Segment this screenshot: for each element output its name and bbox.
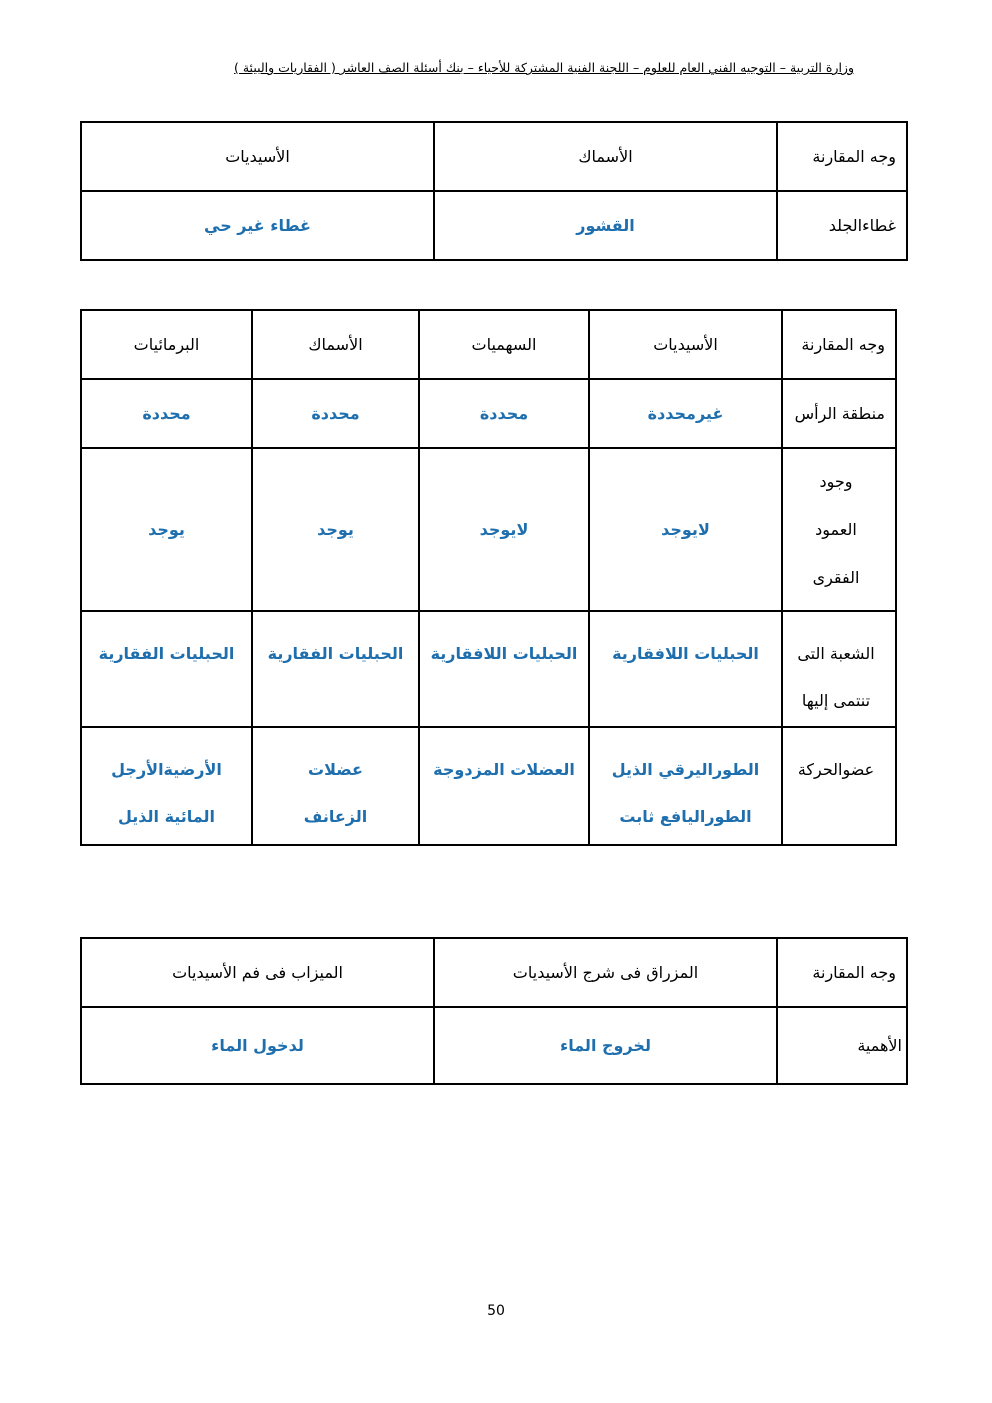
row-label-locomotion-organ: عضوالحركة xyxy=(782,727,896,845)
row-label-line: العمود xyxy=(815,519,857,539)
row-label-head-region: منطقة الرأس xyxy=(782,379,896,448)
row-label-line: تنتمى إليها xyxy=(801,691,871,711)
answer-cell: لايوجد xyxy=(419,448,589,611)
answer-cell: الحبليات اللافقارية xyxy=(419,611,589,727)
table-row xyxy=(81,379,896,448)
row-label-importance: الأهمية xyxy=(777,1007,907,1084)
column-header-fish: الأسماك xyxy=(252,310,419,379)
comparison-aspect-header: وجه المقارنة xyxy=(777,938,907,1007)
column-header-fish: الأسماك xyxy=(434,122,777,191)
table-header-row xyxy=(81,122,907,191)
answer-cell: محددة xyxy=(419,379,589,448)
answer-line: عضلات xyxy=(308,760,363,779)
column-header-oral-siphon: الميزاب فى فم الأسيديات xyxy=(81,938,434,1007)
column-header-amphibians: البرمائيات xyxy=(81,310,252,379)
answer-line: الزعانف xyxy=(303,807,368,827)
table-header-row xyxy=(81,938,907,1007)
answer-cell: لدخول الماء xyxy=(81,1007,434,1084)
answer-line: الأرضيةالأرجل xyxy=(111,760,222,779)
answer-cell: غيرمحددة xyxy=(589,379,782,448)
answer-cell xyxy=(81,727,252,845)
page-number: 50 xyxy=(487,1303,505,1319)
answer-line: الطوراليرقي الذيل xyxy=(611,760,760,779)
comparison-table-siphons xyxy=(80,937,908,1085)
table-row xyxy=(81,448,896,611)
answer-line: المائية الذيل xyxy=(117,807,216,827)
comparison-aspect-header: وجه المقارنة xyxy=(782,310,896,379)
answer-cell: الحبليات الفقارية xyxy=(252,611,419,727)
table-row xyxy=(81,191,907,260)
row-label-backbone xyxy=(782,448,896,611)
row-label-line: الفقرى xyxy=(812,567,860,587)
answer-cell xyxy=(589,727,782,845)
answer-cell: يوجد xyxy=(252,448,419,611)
table-header-row xyxy=(81,310,896,379)
answer-cell xyxy=(252,727,419,845)
answer-line: الطوراليافع ثابت xyxy=(619,807,752,827)
row-label-line: وجود xyxy=(819,471,853,491)
answer-cell: يوجد xyxy=(81,448,252,611)
column-header-ascidians: الأسيديات xyxy=(589,310,782,379)
answer-cell: لايوجد xyxy=(589,448,782,611)
answer-cell: لخروج الماء xyxy=(434,1007,777,1084)
answer-cell: الحبليات الفقارية xyxy=(81,611,252,727)
answer-cell: محددة xyxy=(252,379,419,448)
comparison-table-chordates xyxy=(80,309,897,846)
column-header-atrial-siphon: المزراق فى شرج الأسيديات xyxy=(434,938,777,1007)
row-label-phylum xyxy=(782,611,896,727)
table-row xyxy=(81,611,896,727)
answer-cell: الحبليات اللافقارية xyxy=(589,611,782,727)
comparison-aspect-header: وجه المقارنة xyxy=(777,122,907,191)
row-label-skin-cover: غطاءالجلد xyxy=(777,191,907,260)
comparison-table-skin-cover xyxy=(80,121,908,261)
answer-cell: العضلات المزدوجة xyxy=(419,727,589,845)
column-header-lancelets: السهميات xyxy=(419,310,589,379)
answer-cell: القشور xyxy=(434,191,777,260)
column-header-ascidians: الأسيديات xyxy=(81,122,434,191)
answer-cell: غطاء غير حي xyxy=(81,191,434,260)
table-row xyxy=(81,727,896,845)
row-label-line: الشعبة التى xyxy=(797,644,875,663)
answer-cell: محددة xyxy=(81,379,252,448)
table-row xyxy=(81,1007,907,1084)
page-header: وزارة التربية – التوجيه الفني العام للعلوم – اللجنة الفنية المشتركة للأحياء – بنك أسئلة الصف العاشر ( الفقاريات والبيئة ) xyxy=(234,60,854,75)
